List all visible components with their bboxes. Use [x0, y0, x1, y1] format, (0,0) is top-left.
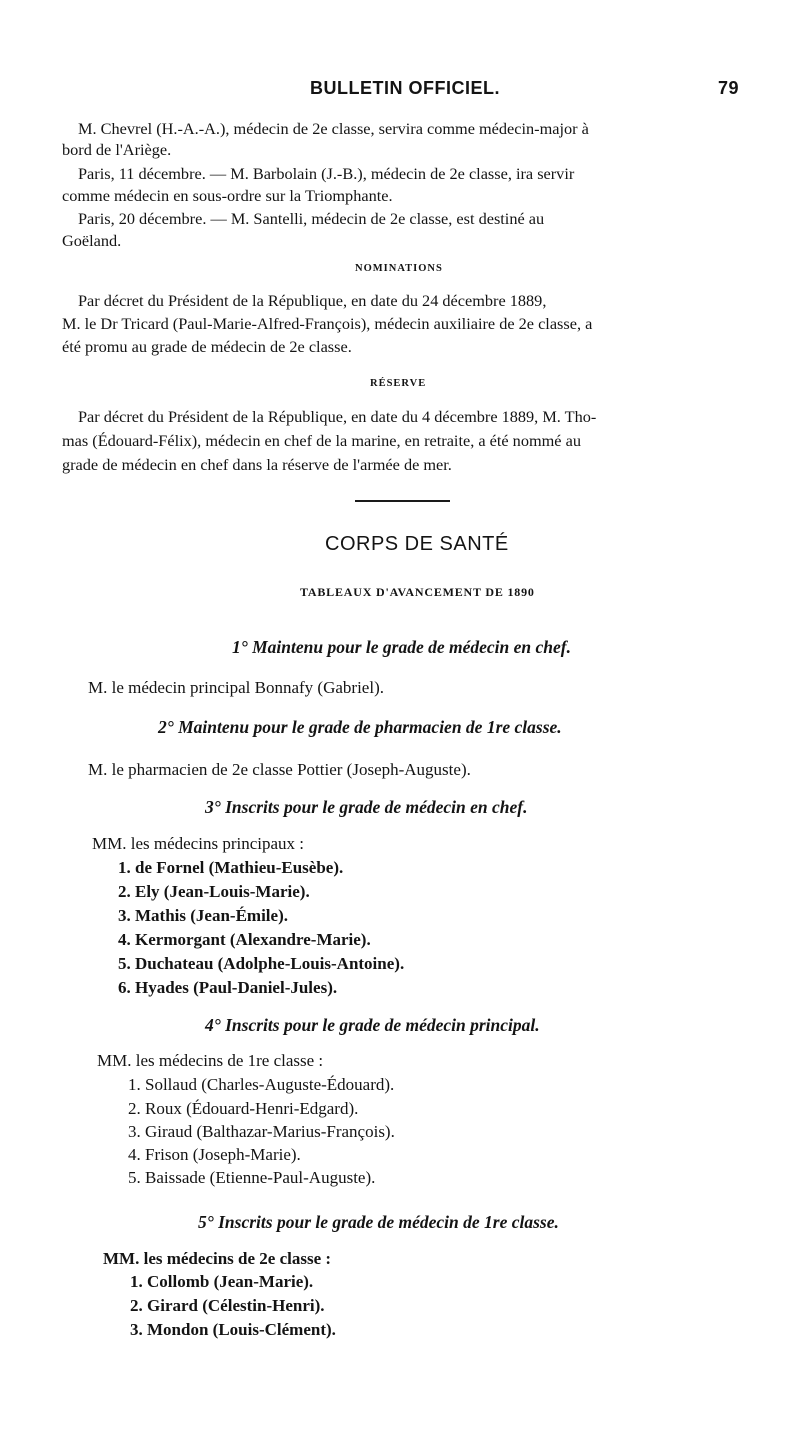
intro-p3-line2: Goëland. [62, 231, 122, 250]
running-header-title: BULLETIN OFFICIEL. [310, 78, 500, 98]
section-3-entry-6: 6. Hyades (Paul-Daniel-Jules). [118, 978, 338, 997]
corps-de-sante-title: CORPS DE SANTÉ [325, 533, 509, 555]
intro-p3-line1: Paris, 20 décembre. — M. Santelli, médecin de 2e classe, est destiné au [78, 209, 545, 228]
nominations-line1: Par décret du Président de la République, en date du 24 décembre 1889, [78, 291, 547, 310]
section-3-entry-3: 3. Mathis (Jean-Émile). [118, 906, 288, 925]
section-3-entry-1: 1. de Fornel (Mathieu-Eusèbe). [118, 858, 344, 877]
nominations-line2: M. le Dr Tricard (Paul-Marie-Alfred-François), médecin auxiliaire de 2e classe, a [62, 314, 593, 333]
section-4-heading: 4° Inscrits pour le grade de médecin principal. [205, 1015, 540, 1035]
section-5-entry-1: 1. Collomb (Jean-Marie). [130, 1272, 314, 1291]
section-1-heading: 1° Maintenu pour le grade de médecin en chef. [232, 637, 571, 657]
section-5-entry-3: 3. Mondon (Louis-Clément). [130, 1320, 336, 1339]
section-5-heading: 5° Inscrits pour le grade de médecin de 1re classe. [198, 1212, 559, 1232]
section-3-intro: MM. les médecins principaux : [92, 834, 304, 853]
section-3-entry-4: 4. Kermorgant (Alexandre-Marie). [118, 930, 371, 949]
section-4-entry-3: 3. Giraud (Balthazar-Marius-François). [128, 1122, 395, 1141]
section-1-intro: M. le médecin principal Bonnafy (Gabriel). [88, 678, 384, 697]
section-4-intro: MM. les médecins de 1re classe : [97, 1051, 324, 1070]
reserve-line3: grade de médecin en chef dans la réserve de l'armée de mer. [62, 455, 452, 474]
nominations-line3: été promu au grade de médecin de 2e classe. [62, 337, 352, 356]
intro-p1-line2: bord de l'Ariège. [62, 140, 172, 159]
section-4-entry-4: 4. Frison (Joseph-Marie). [128, 1145, 301, 1164]
intro-p1-line1: M. Chevrel (H.-A.-A.), médecin de 2e classe, servira comme médecin-major à [78, 119, 589, 138]
reserve-line1: Par décret du Président de la République, en date du 4 décembre 1889, M. Tho- [78, 407, 597, 426]
nominations-heading: NOMINATIONS [355, 263, 443, 274]
section-4-entry-2: 2. Roux (Édouard-Henri-Edgard). [128, 1099, 359, 1118]
section-4-entry-1: 1. Sollaud (Charles-Auguste-Édouard). [128, 1075, 395, 1094]
intro-p2-line1: Paris, 11 décembre. — M. Barbolain (J.-B.), médecin de 2e classe, ira servir [78, 164, 575, 183]
intro-p2-line2: comme médecin en sous-ordre sur la Triomphante. [62, 186, 393, 205]
section-divider-rule [355, 500, 450, 502]
tableaux-subtitle: TABLEAUX D'AVANCEMENT DE 1890 [300, 585, 535, 599]
page-number: 79 [718, 78, 740, 98]
section-3-entry-5: 5. Duchateau (Adolphe-Louis-Antoine). [118, 954, 405, 973]
section-3-heading: 3° Inscrits pour le grade de médecin en chef. [205, 797, 528, 817]
section-3-entry-2: 2. Ely (Jean-Louis-Marie). [118, 882, 310, 901]
section-2-heading: 2° Maintenu pour le grade de pharmacien de 1re classe. [158, 717, 562, 737]
section-5-entry-2: 2. Girard (Célestin-Henri). [130, 1296, 325, 1315]
section-2-intro: M. le pharmacien de 2e classe Pottier (Joseph-Auguste). [88, 760, 471, 779]
section-5-intro: MM. les médecins de 2e classe : [103, 1249, 332, 1268]
section-4-entry-5: 5. Baissade (Etienne-Paul-Auguste). [128, 1168, 376, 1187]
reserve-heading: RÉSERVE [370, 378, 427, 389]
reserve-line2: mas (Édouard-Félix), médecin en chef de la marine, en retraite, a été nommé au [62, 431, 581, 450]
